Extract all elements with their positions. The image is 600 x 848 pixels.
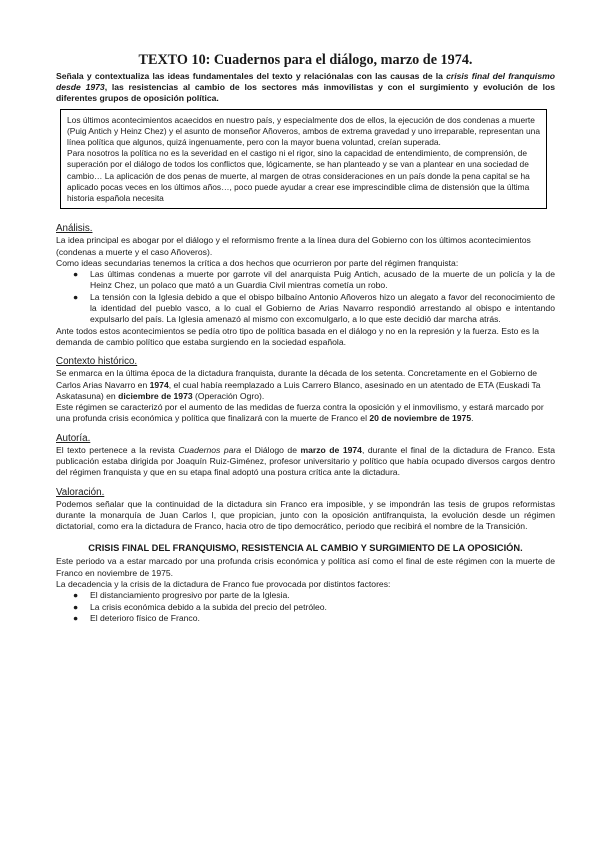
crisis-bullet-2: La crisis económica debido a la subida del precio del petróleo.	[90, 601, 327, 612]
list-item	[73, 601, 555, 613]
analisis-bullet-list	[56, 269, 555, 325]
list-item	[73, 269, 555, 292]
bullet-icon: ●	[73, 601, 79, 612]
instructions-part-2: , las resistencias al cambio de los sectores más inmovilistas y con el surgimiento y evolución de los diferentes grupos de oposición política.	[56, 82, 555, 104]
source-text-box	[60, 109, 547, 210]
analisis-bullet-1: Las últimas condenas a muerte por garrote vil del anarquista Puig Antich, acusado de la muerte de un policía y la de Heinz Chez, un polaco que mató a un Guardia Civil mientras cometía un robo.	[90, 269, 555, 291]
analisis-heading: Análisis.	[56, 223, 93, 235]
contexto-text: .	[471, 413, 474, 424]
instructions-italic: crisis final del franquismo desde 1973	[56, 71, 555, 93]
autoria-heading: Autoría.	[56, 432, 91, 444]
autoria-text: el Diálogo de	[241, 444, 301, 455]
analisis-bullet-2: La tensión con la Iglesia debido a que el obispo bilbaíno Antonio Añoveros hizo un alegato a favor del reconocimiento de la identidad del pueblo vasco, a lo cual el Gobierno de Arias Navarro respondió arrestando al obispo e intentando expulsarlo del país. La Iglesia amenazó al mismo con excomulgarlo, a lo que este decidió dar marcha atrás.	[90, 291, 555, 325]
valoracion-paragraph: Podemos señalar que la continuidad de la dictadura sin Franco era imposible, y se impondrán las tesis de grupos reformistas durante la monarquía de Juan Carlos I, que propician, junto con la oposición antifranquista, la evolución desde un régimen dictatorial, como era la dictadura de Franco, hacia otro de tipo democrático, periodo que recibirá el nombre de la Transición.	[56, 498, 555, 532]
contexto-paragraph-1	[56, 368, 555, 402]
bullet-icon: ●	[73, 612, 79, 623]
crisis-bullet-list	[56, 590, 555, 624]
bullet-icon: ●	[73, 291, 79, 302]
instructions-part-1: Señala y contextualiza las ideas fundamentales del texto y relaciónalas con las causas de la	[56, 71, 447, 81]
contexto-text: Este régimen se caracterizó por el aumento de las medidas de fuerza contra la oposición y el inmovilismo, y estará marcado por una profunda crisis económica y política que finalizará con la muerte de Franco el	[56, 402, 544, 424]
crisis-bullet-3: El deterioro físico de Franco.	[90, 612, 200, 623]
contexto-text: , el cual había reemplazado a Luis Carrero Blanco, asesinado en un atentado de ETA (Euskadi Ta Askatasuna) en	[56, 379, 541, 401]
autoria-text: El texto pertenece a la revista	[56, 444, 179, 455]
bullet-icon: ●	[73, 269, 79, 280]
list-item	[73, 291, 555, 326]
bullet-icon: ●	[73, 590, 79, 601]
list-item	[73, 612, 555, 624]
analisis-paragraph-1: La idea principal es abogar por el diálogo y el reformismo frente a la línea dura del Gobierno con los últimos acontecimientos (condenas a muerte y el caso Añoveros).	[56, 235, 531, 257]
autoria-date-bold: marzo de 1974	[300, 444, 362, 455]
analisis-paragraph-2: Como ideas secundarias tenemos la crítica a dos hechos que ocurrieron por parte del régimen franquista:	[56, 257, 459, 268]
contexto-date-bold: diciembre de 1973	[118, 390, 193, 401]
crisis-bullet-1: El distanciamiento progresivo por parte de la Iglesia.	[90, 590, 290, 601]
contexto-text: Se enmarca en la última época de la dictadura franquista, durante la década de los setenta. Concretamente en el Gobierno de Carlos Arias Navarro en	[56, 368, 538, 390]
autoria-italic: Cuadernos para	[178, 444, 242, 455]
crisis-paragraph-1: Este periodo va a estar marcado por una profunda crisis económica y política así como el final de este régimen con la muerte de Franco en noviembre de 1975.	[56, 556, 555, 578]
contexto-heading: Contexto histórico.	[56, 356, 138, 368]
contexto-date-bold: 20 de noviembre de 1975	[369, 413, 472, 424]
contexto-year-bold: 1974	[149, 379, 169, 390]
list-item	[73, 590, 555, 601]
crisis-paragraph-2: La decadencia y la crisis de la dictadura de Franco fue provocada por distintos factores:	[56, 579, 391, 590]
autoria-text: , durante el final de la dictadura de Franco. Esta publicación estaba dirigida por Joaquín Ruiz-Giménez, profesor universitario y político que había ocupado diversos cargos dentro del régimen franquista y que en su etapa final adoptó una postura crítica ante la dictadura.	[56, 444, 555, 478]
source-text-paragraph-1: Los últimos acontecimientos acaecidos en nuestro país, y especialmente dos de ellos, la ejecución de dos condenas a muerte (Puig Antich y Heinz Chez) y el asunto de monseñor Añoveros, ambos de extrema gravedad y uno irreparable, representan una línea política que algunos, quizá ingenuamente, pero con la mayor buena voluntad, creían superada.	[67, 114, 540, 148]
crisis-heading: CRISIS FINAL DEL FRANQUISMO, RESISTENCIA AL CAMBIO Y SURGIMIENTO DE LA OPOSICIÓN.	[88, 543, 523, 554]
task-instructions	[56, 71, 555, 105]
source-text-paragraph-2: Para nosotros la política no es la severidad en el castigo ni el rigor, sino la capacidad de entendimiento, de comprensión, de superación por el diálogo de todos los conflictos que, lógicamente, se han planteado y se van a plantear en una sociedad de cambio… La aplicación de dos penas de muerte, al margen de otras consideraciones en un país donde la pena capital se ha aplicado pocas veces en los últimos años…, poco puede ayudar a crear ese imprescindible clima de distensión que la última historia española necesita	[67, 148, 530, 204]
contexto-paragraph-2	[56, 402, 555, 425]
valoracion-heading: Valoración.	[56, 486, 105, 498]
document-title: TEXTO 10: Cuadernos para el diálogo, marzo de 1974.	[138, 52, 473, 68]
analisis-paragraph-3: Ante todos estos acontecimientos se pedía otro tipo de política basada en el diálogo y no en la represión y la fuerza. Esto es la demanda de cambio político que estaba surgiendo en la sociedad española.	[56, 325, 539, 347]
contexto-text: (Operación Ogro).	[192, 390, 265, 401]
autoria-paragraph	[56, 445, 555, 479]
